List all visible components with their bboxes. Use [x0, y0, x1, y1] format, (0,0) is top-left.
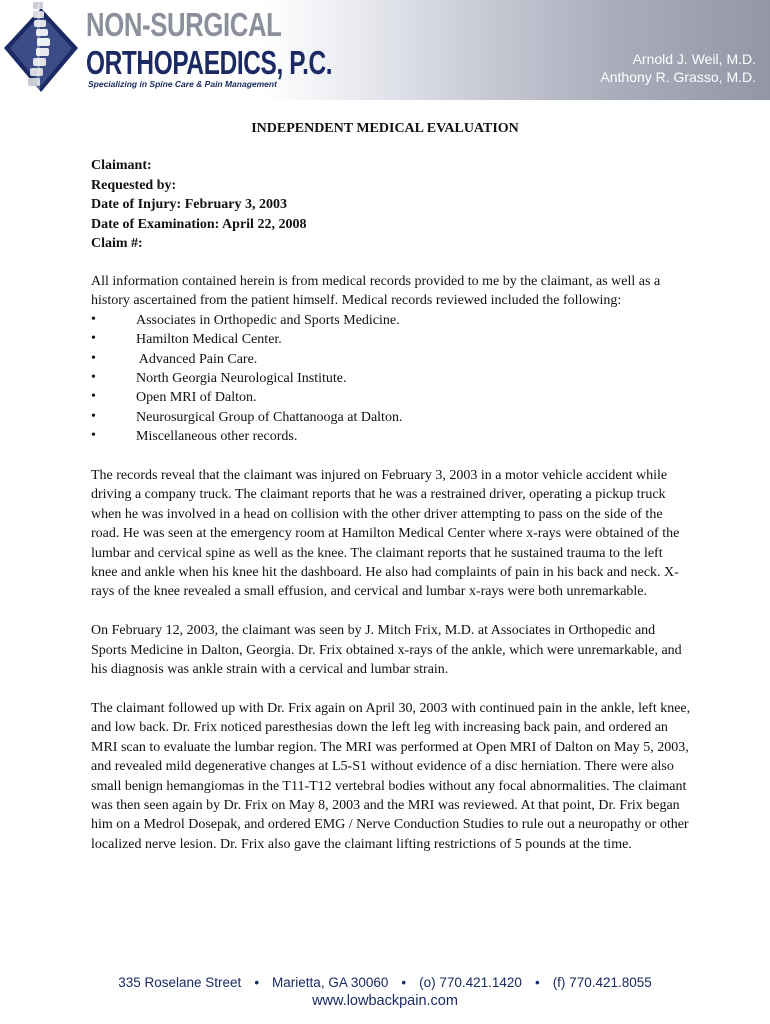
logo-name-line1: NON-SURGICAL: [86, 6, 282, 43]
records-list: [91, 311, 691, 447]
document-body: [91, 272, 691, 874]
logo-tagline: Specializing in Spine Care & Pain Management: [88, 79, 277, 89]
city-address: Marietta, GA 30060: [272, 975, 389, 990]
doctor-name: Arnold J. Weil, M.D.: [632, 51, 756, 67]
claim-number-field: Claim #:: [91, 236, 143, 251]
page-title: INDEPENDENT MEDICAL EVALUATION: [251, 121, 519, 136]
record-label: Miscellaneous other records.: [136, 429, 298, 445]
record-label: Advanced Pain Care.: [136, 351, 258, 367]
office-phone: (o) 770.421.1420: [419, 975, 522, 990]
list-item: [91, 311, 691, 330]
spine-diamond-logo-icon: [0, 0, 82, 100]
date-of-examination-field: Date of Examination: April 22, 2008: [91, 216, 307, 232]
website-link[interactable]: www.lowbackpain.com: [312, 993, 458, 1009]
doctor-name: Anthony R. Grasso, M.D.: [600, 69, 756, 85]
contact-line: [0, 975, 770, 990]
logo-name-line2: ORTHOPAEDICS, P.C.: [86, 44, 333, 81]
bullet-icon: •: [91, 428, 96, 444]
letterhead-footer: [0, 975, 770, 1009]
list-item: [91, 408, 691, 427]
claimant-field: Claimant:: [91, 158, 152, 173]
list-item: [91, 427, 691, 446]
street-address: 335 Roselane Street: [118, 975, 242, 990]
body-paragraph: The claimant followed up with Dr. Frix again on April 30, 2003 with continued pain in the ankle, left knee, and low back. Dr. Frix noticed paresthesias down the left leg with increasing back pain, and ordered an MRI scan to evaluate the lumbar region. The MRI was performed at Open MRI of Dalton on May 5, 2003, and revealed mild degenerative changes at L5-S1 without evidence of a disc herniation. There were also small benign hemangiomas in the T11-T12 vertebral bodies without any focal abnormalities. The claimant was then seen again by Dr. Frix on May 8, 2003 and the MRI was reviewed. At that point, Dr. Frix began him on a Medrol Dosepak, and ordered EMG / Nerve Conduction Studies to rule out a neuropathy or other localized nerve lesion. Dr. Frix also gave the claimant lifting restrictions of 5 pounds at the time.: [91, 700, 691, 852]
record-label: Neurosurgical Group of Chattanooga at Dalton.: [136, 409, 403, 425]
bullet-icon: •: [91, 350, 96, 366]
fax-number: (f) 770.421.8055: [552, 975, 652, 990]
list-item: [91, 369, 691, 388]
body-paragraph: The records reveal that the claimant was injured on February 3, 2003 in a motor vehicle accident while driving a company truck. The claimant reports that he was a restrained driver, operating a pickup truck when he was involved in a head on collision with the other driver attempting to pass on the side of the road. He was seen at the emergency room at Hamilton Medical Center where x-rays were obtained of the lumbar and cervical spine as well as the knee. The claimant reports that he sustained trauma to the left knee and ankle when his knee hit the dashboard. He also had complaints of pain in his back and neck. X-rays of the knee revealed a small effusion, and cervical and lumbar x-rays were both unremarkable.: [91, 468, 680, 600]
bullet-icon: •: [91, 311, 96, 327]
date-of-injury-field: Date of Injury: February 3, 2003: [91, 197, 287, 212]
bullet-icon: •: [91, 331, 96, 347]
record-label: Hamilton Medical Center.: [136, 332, 282, 348]
separator-icon: •: [254, 975, 260, 990]
record-label: Open MRI of Dalton.: [136, 390, 257, 406]
bullet-icon: •: [91, 408, 96, 424]
intro-paragraph: All information contained herein is from medical records provided to me by the claimant, as well as a history ascertained from the patient himself. Medical records reviewed included the following:: [91, 274, 661, 309]
separator-icon: •: [534, 975, 540, 990]
bullet-icon: •: [91, 389, 96, 405]
doctors-list: [600, 50, 756, 86]
claim-info-block: [91, 156, 306, 254]
record-label: North Georgia Neurological Institute.: [136, 371, 347, 387]
list-item: [91, 330, 691, 349]
requested-by-field: Requested by:: [91, 177, 177, 193]
list-item: [91, 350, 691, 369]
body-paragraph: On February 12, 2003, the claimant was seen by J. Mitch Frix, M.D. at Associates in Orthopedic and Sports Medicine in Dalton, Georgia. Dr. Frix obtained x-rays of the ankle, which were unremarkable, and his diagnosis was ankle strain with a cervical and lumbar strain.: [91, 623, 682, 678]
letterhead: [0, 0, 770, 100]
bullet-icon: •: [91, 370, 96, 386]
separator-icon: •: [401, 975, 407, 990]
record-label: Associates in Orthopedic and Sports Medicine.: [136, 312, 400, 328]
list-item: [91, 388, 691, 407]
